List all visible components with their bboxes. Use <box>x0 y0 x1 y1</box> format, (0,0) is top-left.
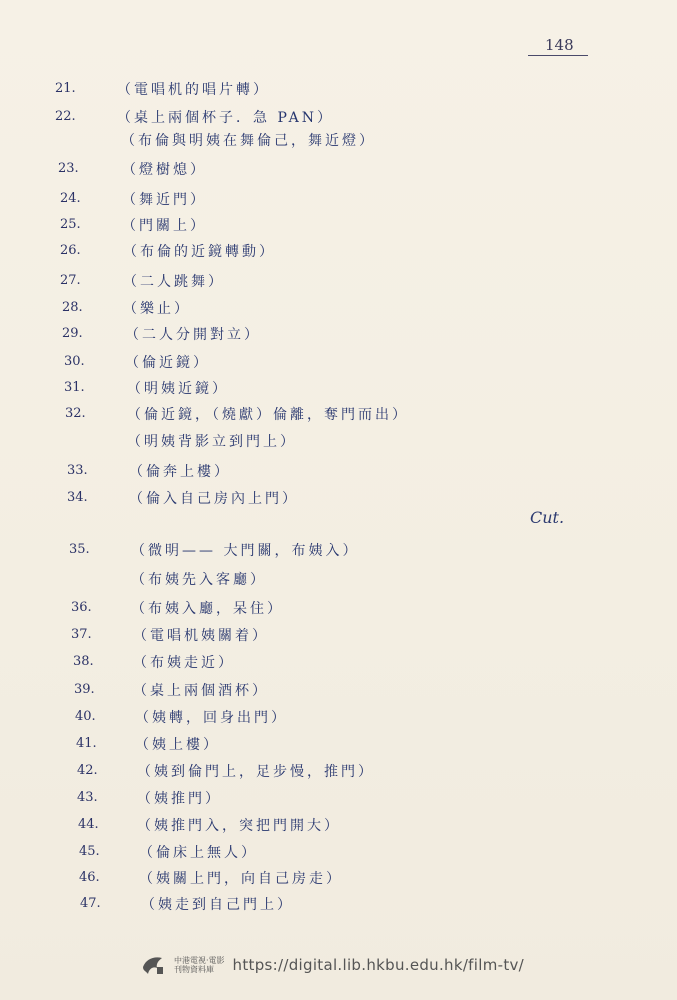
logo-text-line1: 中港電視·電影 <box>174 956 225 965</box>
logo-text-line2: 刊物資料庫 <box>174 965 214 974</box>
shot-number: 37. <box>71 627 92 642</box>
shot-number: 39. <box>74 682 95 697</box>
source-url-link[interactable]: https://digital.lib.hkbu.edu.hk/film-tv/ <box>232 956 525 974</box>
shot-line <box>0 323 677 345</box>
shot-number: 25. <box>60 217 81 232</box>
shot-line <box>0 460 677 482</box>
shot-line <box>0 814 677 836</box>
shot-line <box>0 568 677 590</box>
shot-line <box>0 679 677 701</box>
shot-number: 27. <box>60 273 81 288</box>
shot-number: 22. <box>55 109 76 124</box>
shot-number: 40. <box>75 709 96 724</box>
shot-description: （倫入自己房內上門） <box>129 491 299 507</box>
shot-number: 31. <box>64 380 85 395</box>
shot-line <box>0 188 677 210</box>
shot-line <box>0 351 677 373</box>
shot-line <box>0 624 677 646</box>
shot-number: 21. <box>55 81 76 96</box>
shot-description: （明姨近鏡） <box>127 381 229 397</box>
shot-number: 46. <box>79 870 100 885</box>
shot-line <box>0 787 677 809</box>
shot-description: （門關上） <box>122 218 207 234</box>
shot-description: （舞近門） <box>122 192 207 208</box>
shot-number: 23. <box>58 161 79 176</box>
shot-number: 38. <box>73 654 94 669</box>
shot-description: （布倫與明姨在舞倫己，舞近燈） <box>121 133 376 149</box>
shot-description: （桌上兩個酒杯） <box>133 683 269 699</box>
shot-description: （樂止） <box>123 301 191 317</box>
footer <box>140 950 524 980</box>
shot-line <box>0 240 677 262</box>
shot-description: （倫床上無人） <box>139 845 258 861</box>
cut-annotation: Cut. <box>530 508 565 527</box>
shot-description: （電唱机的唱片轉） <box>117 82 270 98</box>
shot-number: 32. <box>65 406 86 421</box>
shot-description: （燈樹熄） <box>122 162 207 178</box>
shot-line <box>0 651 677 673</box>
shot-number: 30. <box>64 354 85 369</box>
shot-line <box>0 106 677 128</box>
shot-line <box>0 78 677 100</box>
shot-number: 47. <box>80 896 101 911</box>
shot-number: 35. <box>69 542 90 557</box>
shot-line <box>0 270 677 292</box>
shot-number: 36. <box>71 600 92 615</box>
shot-description: （電唱机姨關着） <box>133 628 269 644</box>
shot-description: （姨上樓） <box>135 737 220 753</box>
shot-line <box>0 733 677 755</box>
shot-line <box>0 539 677 561</box>
shot-description: （微明—— 大門關，布姨入） <box>131 543 360 559</box>
shot-description: （布姨先入客廳） <box>131 572 267 588</box>
shot-number: 24. <box>60 191 81 206</box>
shot-description: （姨關上門，向自己房走） <box>139 871 343 887</box>
shot-number: 45. <box>79 844 100 859</box>
shot-description: （姨到倫門上，足步慢，推門） <box>137 764 375 780</box>
shot-description: （二人分開對立） <box>125 327 261 343</box>
shot-number: 34. <box>67 490 88 505</box>
shot-line <box>0 841 677 863</box>
shot-number: 44. <box>78 817 99 832</box>
shot-line <box>0 430 677 452</box>
shot-line <box>0 487 677 509</box>
shot-description: （布倫的近鏡轉動） <box>123 244 276 260</box>
shot-description: （姨推門入，突把門開大） <box>137 818 341 834</box>
shot-description: （布姨走近） <box>133 655 235 671</box>
shot-number: 43. <box>77 790 98 805</box>
shot-line <box>0 214 677 236</box>
shot-line <box>0 867 677 889</box>
shot-description: （布姨入廳，呆住） <box>131 601 284 617</box>
shot-description: （桌上兩個杯子．急 PAN） <box>117 110 334 126</box>
shot-line <box>0 297 677 319</box>
shot-number: 29. <box>62 326 83 341</box>
shot-description: （姨走到自己門上） <box>141 897 294 913</box>
shot-line <box>0 403 677 425</box>
shot-description: （倫近鏡） <box>125 355 210 371</box>
page-number: 148 <box>545 36 574 54</box>
shot-line <box>0 760 677 782</box>
shot-number: 42. <box>77 763 98 778</box>
shot-number: 41. <box>76 736 97 751</box>
shot-description: （姨轉，回身出門） <box>135 710 288 726</box>
shot-line <box>0 597 677 619</box>
shot-line <box>0 706 677 728</box>
page-number-underline <box>528 55 588 56</box>
shot-line <box>0 893 677 915</box>
shot-description: （明姨背影立到門上） <box>127 434 297 450</box>
shot-number: 28. <box>62 300 83 315</box>
shot-number: 26. <box>60 243 81 258</box>
shot-line <box>0 377 677 399</box>
shot-number: 33. <box>67 463 88 478</box>
shot-description: （倫奔上樓） <box>129 464 231 480</box>
shot-line <box>0 158 677 180</box>
shot-description: （姨推門） <box>137 791 222 807</box>
shot-line <box>0 129 677 151</box>
shot-description: （二人跳舞） <box>123 274 225 290</box>
shot-description: （倫近鏡，（燒獻）倫離，奪門而出） <box>127 407 409 423</box>
logo-text <box>174 956 225 974</box>
library-logo-icon <box>140 953 166 977</box>
